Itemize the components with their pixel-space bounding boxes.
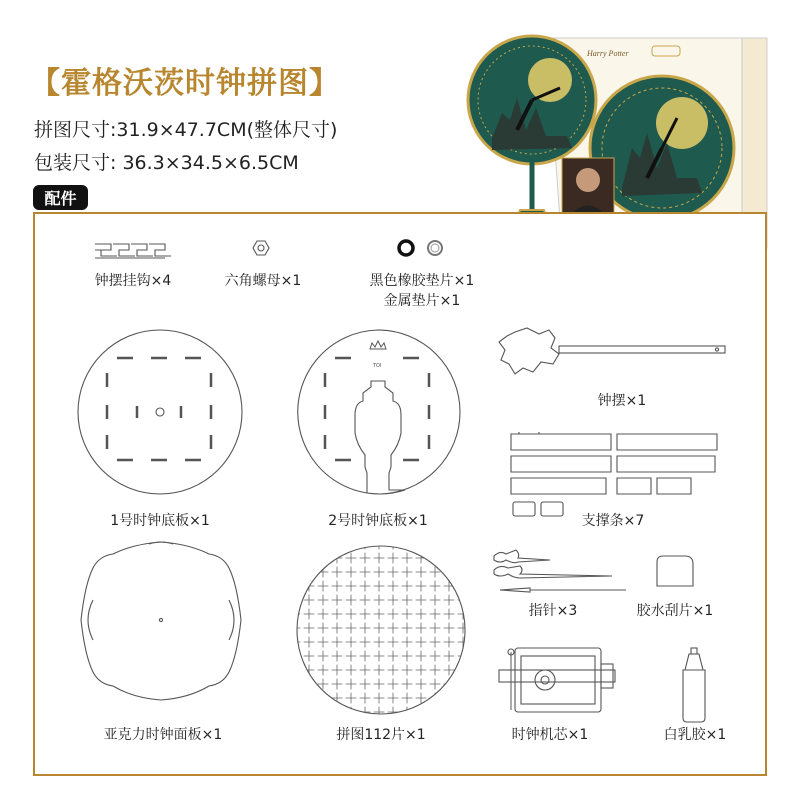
svg-text:TOI: TOI — [373, 363, 382, 369]
parts-panel — [33, 212, 767, 776]
white-glue-label: 白乳胶×1 — [663, 727, 727, 743]
hex-nut-label: 六角螺母×1 — [224, 273, 302, 289]
base-1-label: 1号时钟底板×1 — [110, 513, 210, 529]
pendulum-label: 钟摆×1 — [597, 393, 647, 409]
clock-movement-label: 时钟机芯×1 — [511, 727, 589, 743]
brand-text: Harry Potter — [587, 49, 629, 58]
metal-washer-label: 金属垫片×1 — [383, 293, 461, 309]
puzzle-size-text: 拼图尺寸:31.9×47.7CM(整体尺寸) — [34, 119, 338, 141]
pendulum-hook-label: 钟摆挂钩×4 — [94, 273, 172, 289]
base-2-label: 2号时钟底板×1 — [328, 513, 428, 529]
puzzle-pieces-label: 拼图112片×1 — [336, 727, 426, 743]
acrylic-face-label: 亚克力时钟面板×1 — [103, 727, 223, 743]
clock-hands-label: 指针×3 — [528, 603, 578, 619]
glue-scraper-label: 胶水刮片×1 — [636, 603, 714, 619]
rubber-washer-label: 黑色橡胶垫片×1 — [369, 273, 475, 289]
package-size-text: 包装尺寸: 36.3×34.5×6.5CM — [34, 152, 299, 174]
support-strips-label: 支撑条×7 — [581, 513, 645, 529]
page-title: 【霍格沃茨时钟拼图】 — [30, 66, 340, 101]
accessories-badge: 配件 — [33, 185, 88, 210]
